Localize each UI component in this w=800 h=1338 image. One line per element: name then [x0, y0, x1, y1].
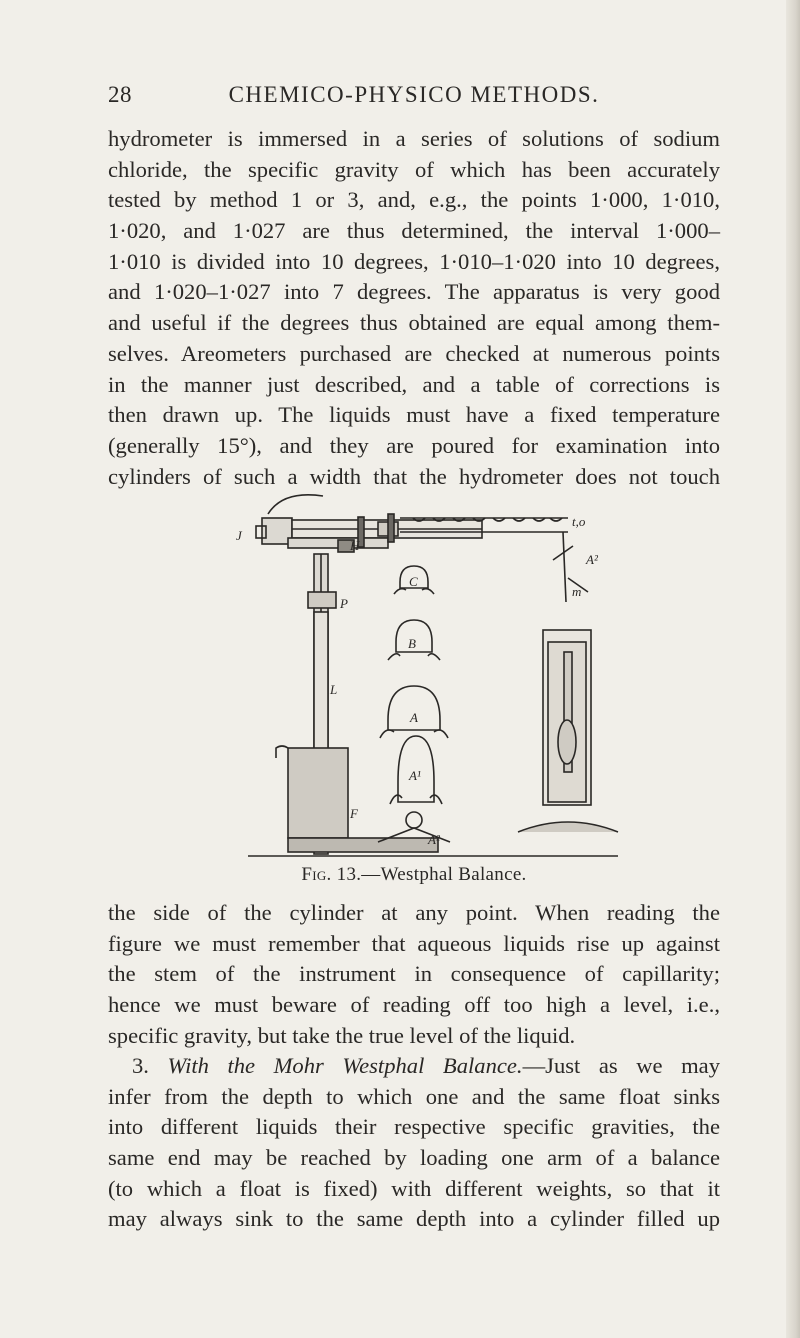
text-line: and 1·020–1·027 into 7 degrees. The apparatus is very good [108, 279, 720, 305]
text-line: chloride, the specific gravity of which has been accurately [108, 156, 720, 182]
text-line: then drawn up. The liquids must have a fixed temperature [108, 402, 720, 428]
section-title: With the Mohr Westphal Balance. [167, 1053, 523, 1078]
text-line: selves. Areometers purchased are checked at numerous points [108, 340, 720, 366]
section-lead-text: —Just as we may [522, 1053, 721, 1078]
figure-number: Fig. 13. [301, 864, 362, 885]
text-line: the side of the cylinder at any point. When reading the [108, 900, 720, 925]
label-B: B [408, 636, 416, 651]
label-A1: A¹ [409, 768, 421, 783]
text-line: same end may be reached by loading one arm of a balance [108, 1145, 720, 1171]
text-line: hence we must beware of reading off too high a level, i.e., [108, 992, 720, 1018]
label-F: F [350, 806, 358, 821]
text-line: infer from the depth to which one and the same float sinks [108, 1083, 720, 1109]
text-line: and useful if the degrees thus obtained are equal among them- [108, 310, 720, 336]
text-line: 1·010 is divided into 10 degrees, 1·010–1·020 into 10 degrees, [108, 248, 720, 274]
page-header [108, 82, 720, 112]
section-number: 3. [132, 1053, 149, 1078]
text-line: may always sink to the same depth into a cylinder filled up [108, 1206, 720, 1232]
text-line: (generally 15°), and they are poured for examination into [108, 432, 720, 458]
text-line: the stem of the instrument in consequence of capillarity; [108, 961, 720, 987]
figure-caption [108, 864, 720, 886]
text-line: tested by method 1 or 3, and, e.g., the points 1·000, 1·010, [108, 187, 720, 213]
text-line: cylinders of such a width that the hydrometer does not touch [108, 463, 720, 489]
text-line: specific gravity, but take the true level of the liquid. [108, 1022, 576, 1048]
label-A2-bottom: A² [428, 832, 440, 847]
page-edge-shadow [786, 0, 800, 1338]
text-line: into different liquids their respective specific gravities, the [108, 1114, 720, 1140]
label-to: t,o [572, 514, 586, 529]
section-heading-line [108, 1051, 720, 1082]
text-line: figure we must remember that aqueous liquids rise up against [108, 930, 720, 956]
running-head: CHEMICO-PHYSICO METHODS. [228, 82, 600, 107]
text-line: in the manner just described, and a table of corrections is [108, 371, 720, 397]
label-A: A [410, 710, 418, 725]
label-A2-top: A² [586, 552, 598, 567]
paragraph-2 [108, 898, 720, 1051]
text-line: hydrometer is immersed in a series of solutions of sodium [108, 126, 720, 151]
label-m: m [572, 584, 582, 599]
label-C: C [409, 574, 418, 589]
paragraph-1 [108, 124, 720, 492]
text-line: (to which a float is fixed) with different weights, so that it [108, 1175, 720, 1201]
text-line: 1·020, and 1·027 are thus determined, the interval 1·000– [108, 218, 720, 244]
label-J: J [236, 528, 242, 543]
label-P: P [340, 596, 348, 611]
westphal-balance-figure [228, 482, 628, 862]
page-number: 28 [108, 82, 132, 107]
westphal-balance-illustration [228, 482, 628, 862]
figure-caption-text: —Westphal Balance. [361, 864, 527, 885]
paragraph-3 [108, 1051, 720, 1235]
label-H: H [350, 538, 360, 553]
label-L: L [330, 682, 338, 697]
